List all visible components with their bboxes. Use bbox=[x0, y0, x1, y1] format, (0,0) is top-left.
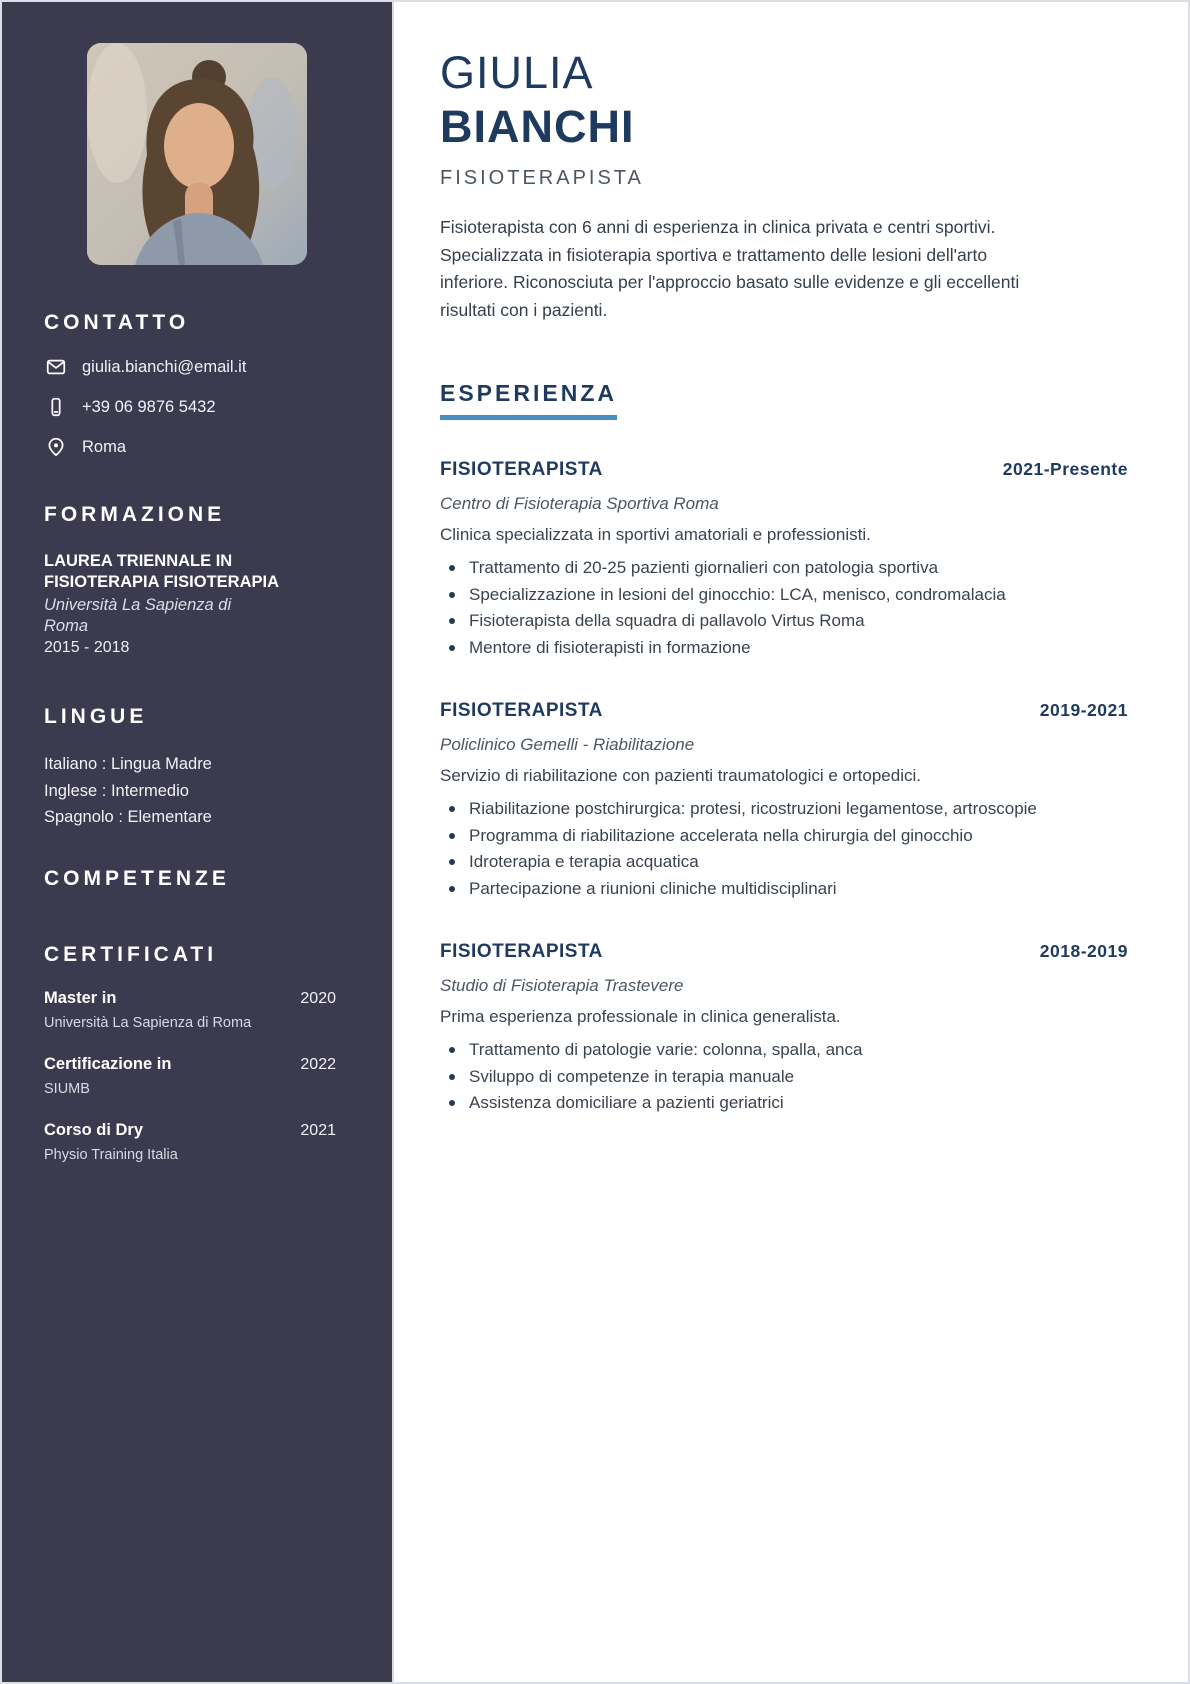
contact-email-text: giulia.bianchi@email.it bbox=[82, 357, 247, 376]
sidebar bbox=[2, 2, 394, 1682]
language-item: Italiano : Lingua Madre bbox=[44, 755, 212, 773]
education-school: Università La Sapienza di Roma bbox=[44, 596, 232, 635]
certificate-name: Certificazione in bbox=[44, 1054, 172, 1073]
job-bullet: Riabilitazione postchirurgica: protesi, ricostruzioni legamentose, artroscopie bbox=[440, 796, 1062, 823]
education-degree: LAUREA TRIENNALE IN FISIOTERAPIA FISIOTERAPIA bbox=[44, 552, 279, 591]
job-dates: 2019-2021 bbox=[1039, 700, 1128, 720]
job-header bbox=[440, 700, 1128, 722]
job-company: Studio di Fisioterapia Trastevere bbox=[440, 976, 684, 995]
education-dates: 2015 - 2018 bbox=[44, 639, 130, 656]
job-header bbox=[440, 941, 1128, 963]
profile-photo bbox=[87, 43, 307, 265]
certificates-heading: CERTIFICATI bbox=[44, 942, 218, 966]
experience-entry bbox=[440, 700, 1128, 902]
job-title: FISIOTERAPISTA bbox=[440, 941, 603, 962]
phone-icon bbox=[44, 395, 68, 419]
experience-heading: ESPERIENZA bbox=[440, 380, 617, 420]
languages-list bbox=[44, 751, 350, 831]
job-title: FISIOTERAPISTA bbox=[440, 459, 603, 480]
last-name: BIANCHI bbox=[440, 101, 635, 152]
job-bullet: Fisioterapista della squadra di pallavolo Virtus Roma bbox=[440, 608, 1062, 635]
certificate-org: Università La Sapienza di Roma bbox=[44, 1014, 252, 1031]
contact-heading: CONTATTO bbox=[44, 311, 190, 334]
job-bullet: Sviluppo di competenze in terapia manuale bbox=[440, 1064, 1062, 1091]
location-icon bbox=[44, 435, 68, 459]
contact-item-phone bbox=[44, 395, 350, 419]
profile-photo-illustration bbox=[87, 43, 307, 265]
job-title: FISIOTERAPISTA bbox=[440, 700, 603, 721]
certificate-item bbox=[44, 1121, 350, 1163]
job-bullet: Assistenza domiciliare a pazienti geriatrici bbox=[440, 1090, 1062, 1117]
language-item: Spagnolo : Elementare bbox=[44, 808, 212, 826]
job-company: Centro di Fisioterapia Sportiva Roma bbox=[440, 494, 719, 513]
job-bullet: Specializzazione in lesioni del ginocchio: LCA, menisco, condromalacia bbox=[440, 582, 1062, 609]
contact-item-email bbox=[44, 355, 350, 379]
job-bullet-list bbox=[440, 1037, 1062, 1117]
job-bullet: Programma di riabilitazione accelerata nella chirurgia del ginocchio bbox=[440, 823, 1062, 850]
job-bullet-list bbox=[440, 796, 1062, 902]
contact-phone-text: +39 06 9876 5432 bbox=[82, 397, 216, 416]
job-company: Policlinico Gemelli - Riabilitazione bbox=[440, 735, 695, 754]
certificates-list bbox=[44, 989, 350, 1163]
contact-item-location bbox=[44, 435, 350, 459]
certificate-name: Master in bbox=[44, 988, 117, 1007]
job-bullet: Partecipazione a riunioni cliniche multidisciplinari bbox=[440, 876, 1062, 903]
certificate-org: Physio Training Italia bbox=[44, 1146, 178, 1163]
job-description: Servizio di riabilitazione con pazienti traumatologici e ortopedici. bbox=[440, 766, 921, 785]
skills-heading: COMPETENZE bbox=[44, 866, 230, 890]
job-bullet: Trattamento di 20-25 pazienti giornalieri con patologia sportiva bbox=[440, 555, 1062, 582]
certificate-year: 2022 bbox=[300, 1055, 336, 1073]
certificate-row bbox=[44, 1055, 350, 1074]
experience-entry bbox=[440, 941, 1128, 1117]
languages-heading: LINGUE bbox=[44, 705, 148, 728]
job-role-subtitle: FISIOTERAPISTA bbox=[440, 167, 644, 189]
certificate-item bbox=[44, 1055, 350, 1097]
job-bullet: Trattamento di patologie varie: colonna, spalla, anca bbox=[440, 1037, 1062, 1064]
certificate-item bbox=[44, 989, 350, 1031]
certificate-row bbox=[44, 989, 350, 1008]
job-description: Prima esperienza professionale in clinica generalista. bbox=[440, 1007, 841, 1026]
job-bullet-list bbox=[440, 555, 1062, 661]
certificate-year: 2020 bbox=[300, 989, 336, 1007]
education-heading: FORMAZIONE bbox=[44, 503, 226, 526]
first-name: GIULIA bbox=[440, 47, 594, 98]
job-bullet: Idroterapia e terapia acquatica bbox=[440, 849, 1062, 876]
language-item: Inglese : Intermedio bbox=[44, 781, 189, 800]
job-dates: 2021-Presente bbox=[1002, 459, 1128, 479]
profile-summary: Fisioterapista con 6 anni di esperienza in clinica privata e centri sportivi. Specializzata in fisioterapia sportiva e trattamento delle lesioni dell'arto inferiore. Riconosciuta per l'approccio basato sulle evidenze e gli eccellenti risultati con i pazienti. bbox=[440, 217, 1020, 320]
job-dates: 2018-2019 bbox=[1039, 941, 1128, 961]
certificate-row bbox=[44, 1121, 350, 1140]
education-entry bbox=[44, 551, 350, 657]
certificate-org: SIUMB bbox=[44, 1080, 90, 1097]
contact-list bbox=[44, 355, 350, 459]
job-header bbox=[440, 459, 1128, 481]
experience-entry bbox=[440, 459, 1128, 661]
main-content bbox=[394, 2, 1188, 1682]
email-icon bbox=[44, 355, 68, 379]
certificate-year: 2021 bbox=[300, 1121, 336, 1139]
certificate-name: Corso di Dry bbox=[44, 1120, 144, 1139]
person-name bbox=[440, 46, 1128, 154]
contact-location-text: Roma bbox=[82, 437, 127, 456]
job-description: Clinica specializzata in sportivi amatoriali e professionisti. bbox=[440, 525, 871, 544]
job-bullet: Mentore di fisioterapisti in formazione bbox=[440, 635, 1062, 662]
